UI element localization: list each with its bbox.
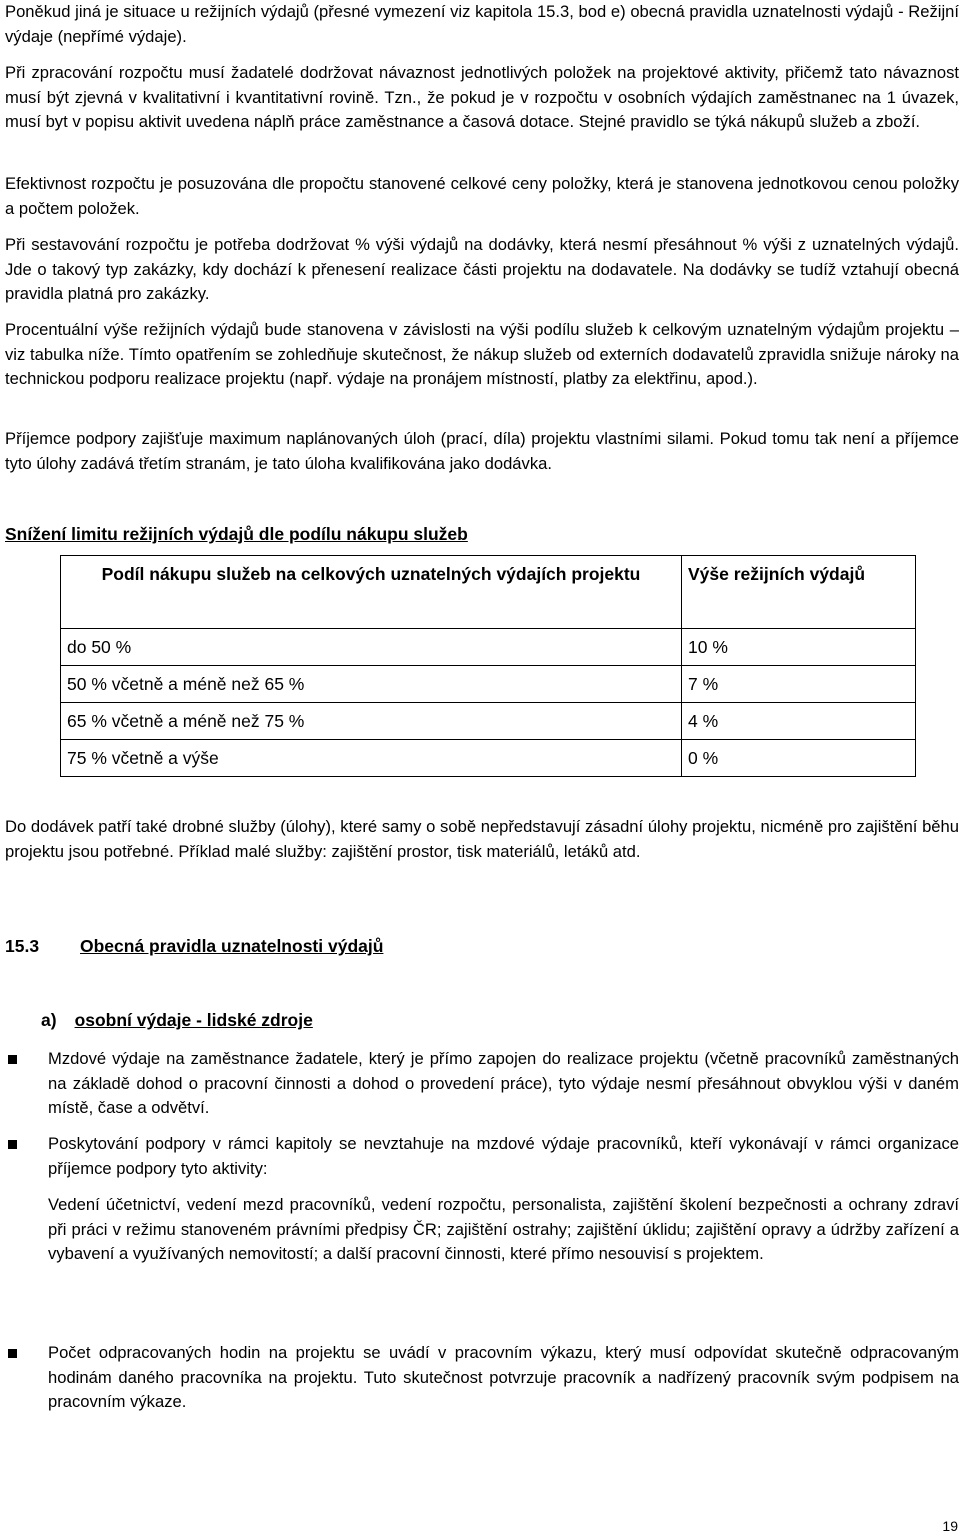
table-cell: 7 % — [682, 666, 916, 703]
bullet-item — [5, 1047, 959, 1121]
section-number: 15.3 — [5, 936, 40, 956]
paragraph-text: Při zpracování rozpočtu musí žadatelé dodržovat návaznost jednotlivých položek na projektové aktivity, přičemž tato návaznost musí být zjevná v kvalitativní i kvantitativní rovině. Tzn., že pokud je v rozpočtu v osobních výdajích zaměstnanec na 1 úvazek, musí byt v popisu aktivit uvedena náplň práce zaměstnance a časová dotace. Stejné pravidlo se týká nákupů služeb a zboží. — [5, 63, 959, 131]
bullet-text: Počet odpracovaných hodin na projektu se uvádí v pracovním výkazu, který musí odpovídat skutečně odpracovaným hodinám daného pracovníka na projektu. Tuto skutečnost potvrzuje pracovník a nadřízený pracovník svým podpisem na pracovním výkaze. — [48, 1343, 959, 1411]
section-title: Obecná pravidla uznatelnosti výdajů — [80, 936, 384, 956]
bullet-detail-text: Vedení účetnictví, vedení mezd pracovníků, vedení rozpočtu, personalista, zajištění školení bezpečnosti a ochrany zdraví při práci v režimu stanoveném právními předpisy ČR; zajištění ostrahy; zajištění úklidu; zajištění opravy a údržby zařízení a vybavení a využívaných nemovitostí; a další pracovní činnosti, které přímo nesouvisí s projektem. — [48, 1195, 959, 1263]
table-cell: do 50 % — [61, 629, 682, 666]
paragraph-text: Poněkud jiná je situace u režijních výdajů (přesné vymezení viz kapitola 15.3, bod e) obecná pravidla uznatelnosti výdajů - Režijní výdaje (nepřímé výdaje). — [5, 2, 959, 46]
bullet-square-icon — [8, 1055, 17, 1064]
table-cell: 50 % včetně a méně než 65 % — [61, 666, 682, 703]
paragraph-text: Do dodávek patří také drobné služby (úlohy), které samy o sobě nepředstavují zásadní úlohy projektu, nicméně pro zajištění běhu projektu jsou potřebné. Příklad malé služby: zajištění prostor, tisk materiálů, letáků atd. — [5, 817, 959, 861]
bullet-text: Mzdové výdaje na zaměstnance žadatele, který je přímo zapojen do realizace projektu (včetně pracovníků zaměstnaných na základě dohod o pracovní činnosti a dohod o provedení práce), tyto výdaje nesmí přesáhnout obvyklou výši v daném místě, čase a odvětví. — [48, 1049, 959, 1117]
subsection-heading — [41, 1010, 313, 1031]
subsection-letter: a) — [41, 1010, 57, 1030]
table-header-row — [61, 556, 916, 629]
table-row — [61, 629, 916, 666]
paragraph — [5, 233, 959, 307]
table-header-cell: Výše režijních výdajů — [682, 556, 916, 629]
paragraph-text: Efektivnost rozpočtu je posuzována dle propočtu stanovené celkové ceny položky, která je stanovena jednotkovou cenou položky a počtem položek. — [5, 174, 959, 218]
bullet-text: Poskytování podpory v rámci kapitoly se nevztahuje na mzdové výdaje pracovníků, kteří vykonávají v rámci organizace příjemce podpory tyto aktivity: — [48, 1134, 959, 1178]
subsection-title: osobní výdaje - lidské zdroje — [74, 1010, 313, 1030]
paragraph — [5, 172, 959, 221]
paragraph — [5, 318, 959, 392]
paragraph — [5, 815, 959, 864]
bullet-item — [5, 1341, 959, 1415]
table-row — [61, 666, 916, 703]
table-cell: 75 % včetně a výše — [61, 740, 682, 777]
table-row — [61, 740, 916, 777]
paragraph — [5, 61, 959, 135]
paragraph — [5, 427, 959, 476]
page-number: 19 — [942, 1518, 958, 1534]
table-cell: 0 % — [682, 740, 916, 777]
paragraph-text: Procentuální výše režijních výdajů bude stanovena v závislosti na výši podílu služeb k celkovým uznatelným výdajům projektu – viz tabulka níže. Tímto opatřením se zohledňuje skutečnost, že nákup služeb od externích dodavatelů zpravidla snižuje nároky na technickou podporu realizace projektu (např. výdaje na pronájem místností, platby za elektřinu, apod.). — [5, 320, 959, 388]
bullet-square-icon — [8, 1349, 17, 1358]
table-row — [61, 703, 916, 740]
section-heading — [5, 936, 383, 957]
table-header-cell: Podíl nákupu služeb na celkových uznatelných výdajích projektu — [61, 556, 682, 629]
overhead-limit-table — [60, 555, 916, 777]
table-cell: 10 % — [682, 629, 916, 666]
paragraph-text: Příjemce podpory zajišťuje maximum naplánovaných úloh (prací, díla) projektu vlastními silami. Pokud tomu tak není a příjemce tyto úlohy zadává třetím stranám, je tato úloha kvalifikována jako dodávka. — [5, 429, 959, 473]
table-cell: 65 % včetně a méně než 75 % — [61, 703, 682, 740]
paragraph-text: Při sestavování rozpočtu je potřeba dodržovat % výši výdajů na dodávky, která nesmí přesáhnout % výši z uznatelných výdajů. Jde o takový typ zakázky, kdy dochází k přenesení realizace části projektu na dodavatele. Na dodávky se tudíž vztahují obecná pravidla platná pro zakázky. — [5, 235, 959, 303]
bullet-item — [5, 1132, 959, 1267]
paragraph — [5, 0, 959, 49]
table-cell: 4 % — [682, 703, 916, 740]
bullet-square-icon — [8, 1140, 17, 1149]
table-title: Snížení limitu režijních výdajů dle podílu nákupu služeb — [5, 524, 468, 544]
